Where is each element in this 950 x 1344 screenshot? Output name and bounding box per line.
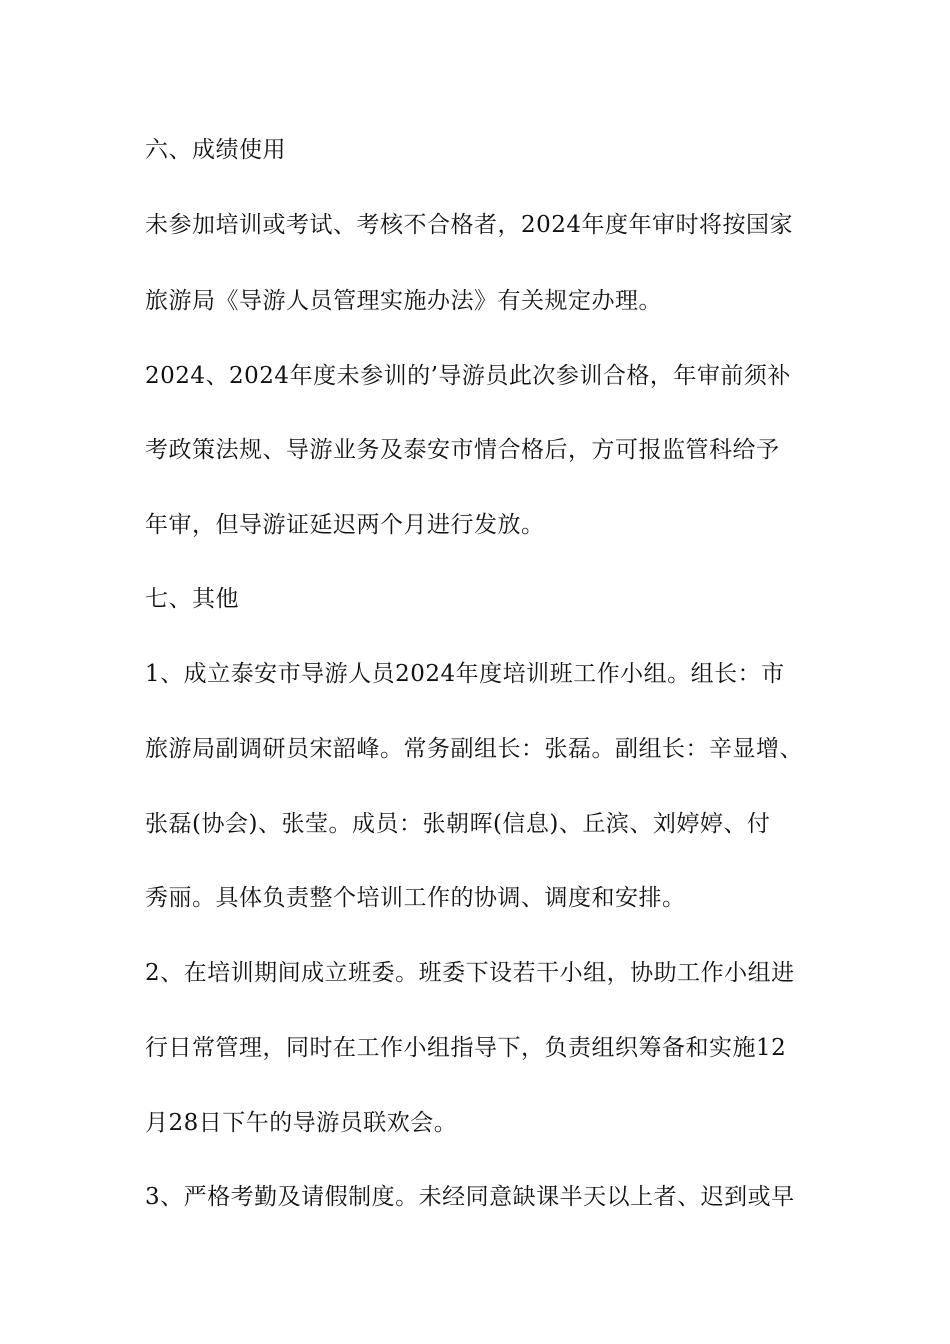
paragraph-line: 张磊(协会)、张莹。成员：张朝晖(信息)、丘滨、刘婷婷、付 — [145, 811, 771, 837]
paragraph-line: 未参加培训或考试、考核不合格者，2024年度年审时将按国家 — [145, 212, 794, 238]
paragraph-line: 行日常管理，同时在工作小组指导下，负责组织筹备和实施12 — [145, 1035, 787, 1061]
section-heading-six: 六、成绩使用 — [145, 137, 286, 163]
paragraph-line: 2024、2024年度未参训的’导游员此次参训合格，年审前须补 — [145, 363, 791, 389]
paragraph-line: 旅游局《导游人员管理实施办法》有关规定办理。 — [145, 288, 662, 314]
paragraph-line: 考政策法规、导游业务及泰安市情合格后，方可报监管科给予 — [145, 437, 780, 463]
paragraph-line: 3、严格考勤及请假制度。未经同意缺课半天以上者、迟到或早 — [145, 1184, 795, 1210]
paragraph-line: 月28日下午的导游员联欢会。 — [145, 1110, 458, 1136]
paragraph-line: 年审，但导游证延迟两个月进行发放。 — [145, 512, 545, 538]
paragraph-line: 1、成立泰安市导游人员2024年度培训班工作小组。组长：市 — [145, 661, 785, 687]
paragraph-line: 秀丽。具体负责整个培训工作的协调、调度和安排。 — [145, 885, 686, 911]
paragraph-line: 旅游局副调研员宋韶峰。常务副组长：张磊。副组长：辛显增、 — [145, 736, 803, 762]
section-heading-seven: 七、其他 — [145, 586, 239, 612]
paragraph-line: 2、在培训期间成立班委。班委下设若干小组，协助工作小组进 — [145, 960, 795, 986]
